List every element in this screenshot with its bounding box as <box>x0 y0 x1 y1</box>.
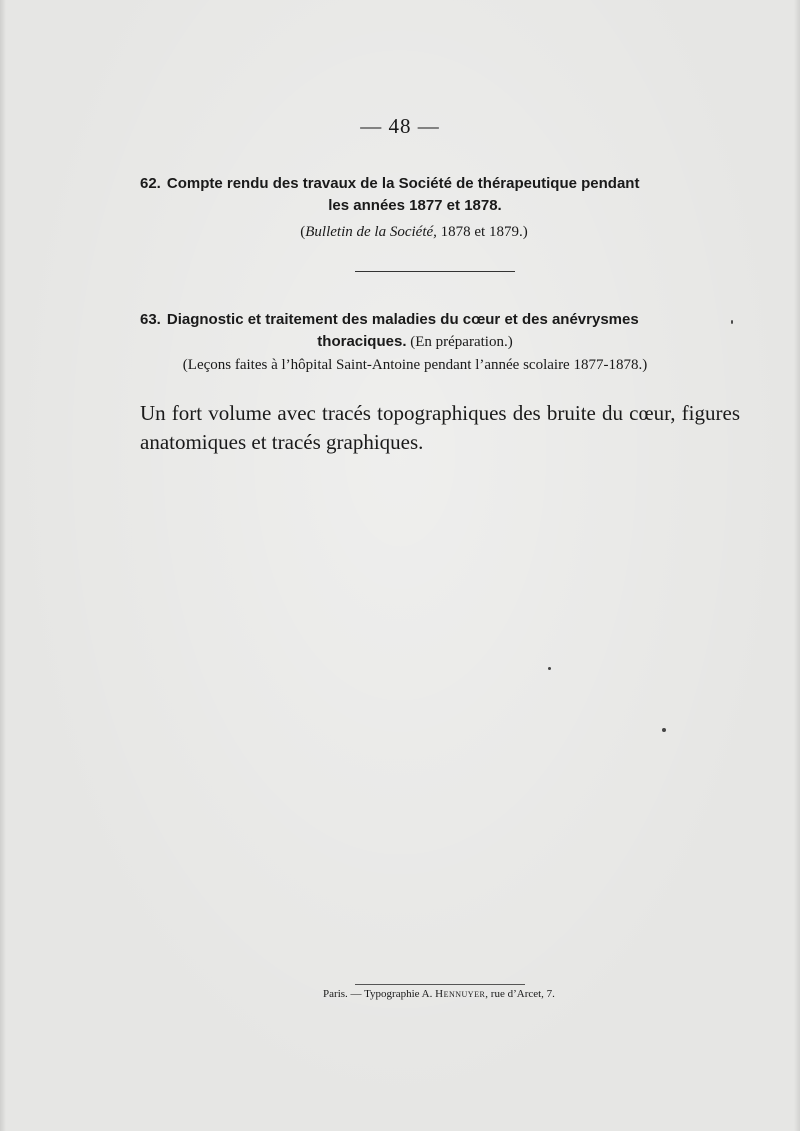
entry-62-reference-italic: Bulletin de la Société, <box>305 224 437 240</box>
volume-description: Un fort volume avec tracés topographiques des bruite du cœur, figures anatomiques et tracés graphiques. <box>140 401 740 454</box>
page-number: — 48 — <box>360 114 440 138</box>
entry-62-reference <box>0 224 800 241</box>
ink-speck <box>662 728 666 732</box>
ink-speck <box>731 320 733 324</box>
page-edge-right <box>794 0 800 1131</box>
entry-63-title <box>140 309 730 353</box>
section-divider <box>355 271 515 272</box>
entry-62-reference-suffix: 1878 et 1879.) <box>436 224 528 240</box>
entry-62-title-line1: Compte rendu des travaux de la Société de thérapeutique pendant <box>166 175 640 192</box>
entry-63-title-line1: Diagnostic et traitement des maladies du cœur et des anévrysmes <box>166 311 639 328</box>
entry-63-title-note: (En préparation.) <box>406 334 513 350</box>
entry-62-number: 62. <box>140 175 161 192</box>
entry-63-title-line2: thoraciques. <box>317 333 407 350</box>
entry-62-title <box>140 173 730 217</box>
imprint-suffix: , rue d’Arcet, 7. <box>485 988 555 1000</box>
ink-speck <box>548 667 551 670</box>
imprint-prefix: Paris. — Typographie A. <box>323 988 436 1000</box>
entry-63-reference: (Leçons faites à l’hôpital Saint-Antoine pendant l’année scolaire 1877-1878.) <box>182 357 648 373</box>
entry-63-number: 63. <box>140 311 161 328</box>
entry-62-title-line2: les années 1877 et 1878. <box>328 197 502 214</box>
entry-62-reference-prefix: ( <box>300 224 306 240</box>
footer-divider <box>355 984 525 985</box>
page-edge-left <box>0 0 6 1131</box>
imprint-printer-name: Hennuyer <box>435 988 486 1000</box>
printer-imprint <box>0 988 800 1000</box>
